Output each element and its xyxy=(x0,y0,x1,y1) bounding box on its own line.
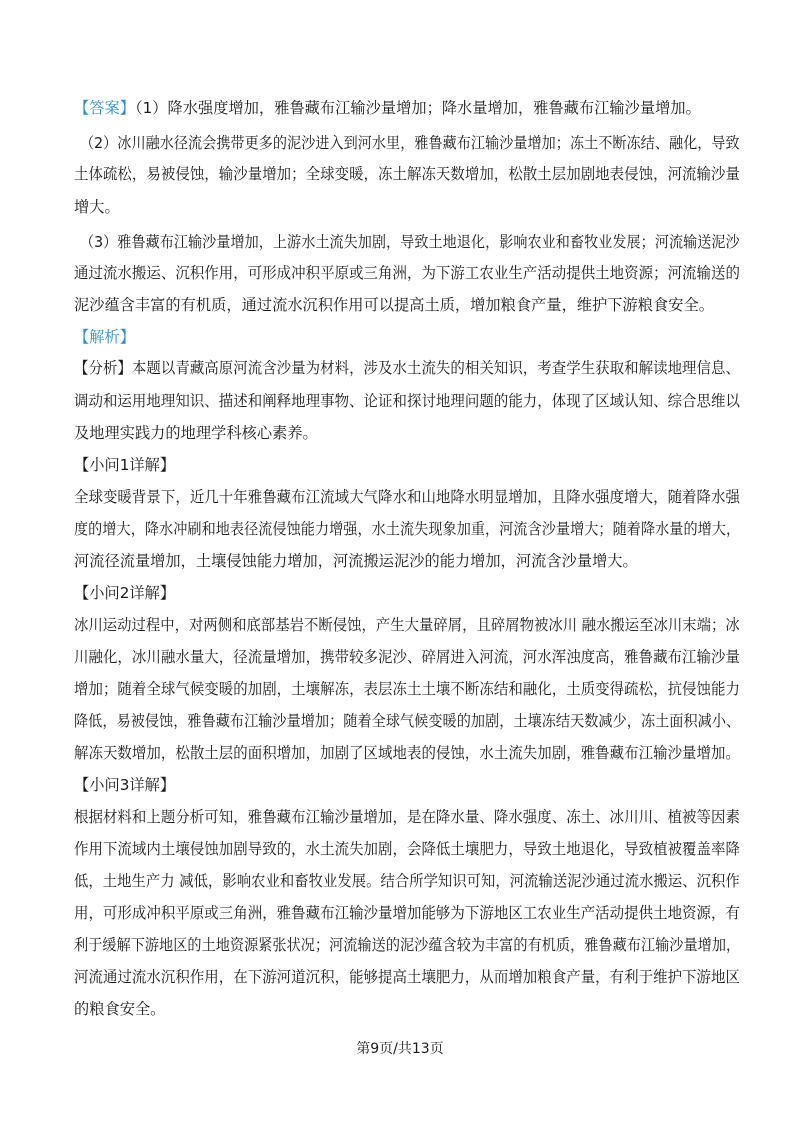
analysis-intro-line: 调动和运用地理知识、描述和阐释地理事物、论证和探讨地理问题的能力，体现了区域认知、综合思维以 xyxy=(74,392,740,410)
analysis-tag: 【解析】 xyxy=(74,328,135,346)
answer-q2-line: 土体疏松，易被侵蚀，输沙量增加；全球变暖，冻土解冻天数增加，松散土层加剧地表侵蚀，河流输沙量 xyxy=(74,165,740,183)
subquestion-3-title: 【小问3详解】 xyxy=(74,776,176,794)
answer-q1 xyxy=(74,98,701,118)
subquestion-2-line: 解冻天数增加，松散土层的面积增加，加剧了区域地表的侵蚀，水土流失加剧，雅鲁藏布江输沙量增加。 xyxy=(74,744,740,762)
answer-q2-line: （2）冰川融水径流会携带更多的泥沙进入到河水里，雅鲁藏布江输沙量增加；冻土不断冻结、融化，导致 xyxy=(80,134,740,152)
answer-q3-line: 泥沙蕴含丰富的有机质，通过流水沉积作用可以提高土质，增加粮食产量，维护下游粮食安全。 xyxy=(74,296,714,314)
subquestion-2-line: 冰川运动过程中，对两侧和底部基岩不断侵蚀，产生大量碎屑，且碎屑物被冰川 融水搬运至冰川末端；冰 xyxy=(74,616,740,634)
page-number: 第9页/共13页 xyxy=(356,1041,444,1057)
subquestion-2-line: 增加；随着全球气候变暖的加剧，土壤解冻，表层冻土土壤不断冻结和融化，土质变得疏松，抗侵蚀能力 xyxy=(74,680,740,698)
subquestion-1-line: 全球变暖背景下，近几十年雅鲁藏布江流域大气降水和山地降水明显增加，且降水强度增大，随着降水强 xyxy=(74,488,740,506)
subquestion-2-title: 【小问2详解】 xyxy=(74,584,176,602)
subquestion-3-line: 作用下流域内土壤侵蚀加剧导致的，水土流失加剧，会降低土壤肥力，导致土地退化，导致植被覆盖率降 xyxy=(74,840,740,858)
answer-q3-line: （3）雅鲁藏布江输沙量增加，上游水土流失加剧，导致土地退化，影响农业和畜牧业发展；河流输送泥沙 xyxy=(80,233,740,251)
subquestion-3-line: 用，可形成冲积平原或三角洲，雅鲁藏布江输沙量增加能够为下游地区工农业生产活动提供土地资源，有 xyxy=(74,904,740,922)
answer-q2-line: 增大。 xyxy=(74,198,120,216)
subquestion-1-title: 【小问1详解】 xyxy=(74,456,176,474)
answer-q1-text: （1）降水强度增加，雅鲁藏布江输沙量增加；降水量增加，雅鲁藏布江输沙量增加。 xyxy=(134,99,701,117)
subquestion-3-line: 根据材料和上题分析可知，雅鲁藏布江输沙量增加，是在降水量、降水强度、冻土、冰川川、植被等因素 xyxy=(74,808,740,826)
subquestion-1-line: 河流径流量增加，土壤侵蚀能力增加，河流搬运泥沙的能力增加，河流含沙量增大。 xyxy=(74,552,638,570)
subquestion-3-line: 河流通过流水沉积作用，在下游河道沉积，能够提高土壤肥力，从而增加粮食产量，有利于维护下游地区 xyxy=(74,968,740,986)
subquestion-3-line: 利于缓解下游地区的土地资源紧张状况；河流输送的泥沙蕴含较为丰富的有机质，雅鲁藏布江输沙量增加， xyxy=(74,936,741,954)
subquestion-3-line: 低，土地生产力 减低，影响农业和畜牧业发展。结合所学知识可知，河流输送泥沙通过流水搬运、沉积作 xyxy=(74,872,740,890)
analysis-intro-line: 及地理实践力的地理学科核心素养。 xyxy=(74,424,318,442)
subquestion-1-line: 度的增大，降水冲刷和地表径流侵蚀能力增强，水土流失现象加重，河流含沙量增大；随着降水量的增大， xyxy=(74,520,741,538)
subquestion-2-line: 川融化，冰川融水量大，径流量增加，携带较多泥沙、碎屑进入河流，河水浑浊度高，雅鲁藏布江输沙量 xyxy=(74,648,740,666)
subquestion-2-line: 降低，易被侵蚀，雅鲁藏布江输沙量增加；随着全球气候变暖的加剧，土壤冻结天数减少，冻土面积减小、 xyxy=(74,712,741,730)
analysis-intro-line: 【分析】本题以青藏高原河流含沙量为材料，涉及水土流失的相关知识，考查学生获取和解读地理信息、 xyxy=(74,359,740,377)
answer-tag: 【答案】 xyxy=(74,99,135,117)
subquestion-3-line: 的粮食安全。 xyxy=(74,1000,166,1018)
answer-q3-line: 通过流水搬运、沉积作用，可形成冲积平原或三角洲，为下游工农业生产活动提供土地资源；河流输送的 xyxy=(74,264,740,282)
